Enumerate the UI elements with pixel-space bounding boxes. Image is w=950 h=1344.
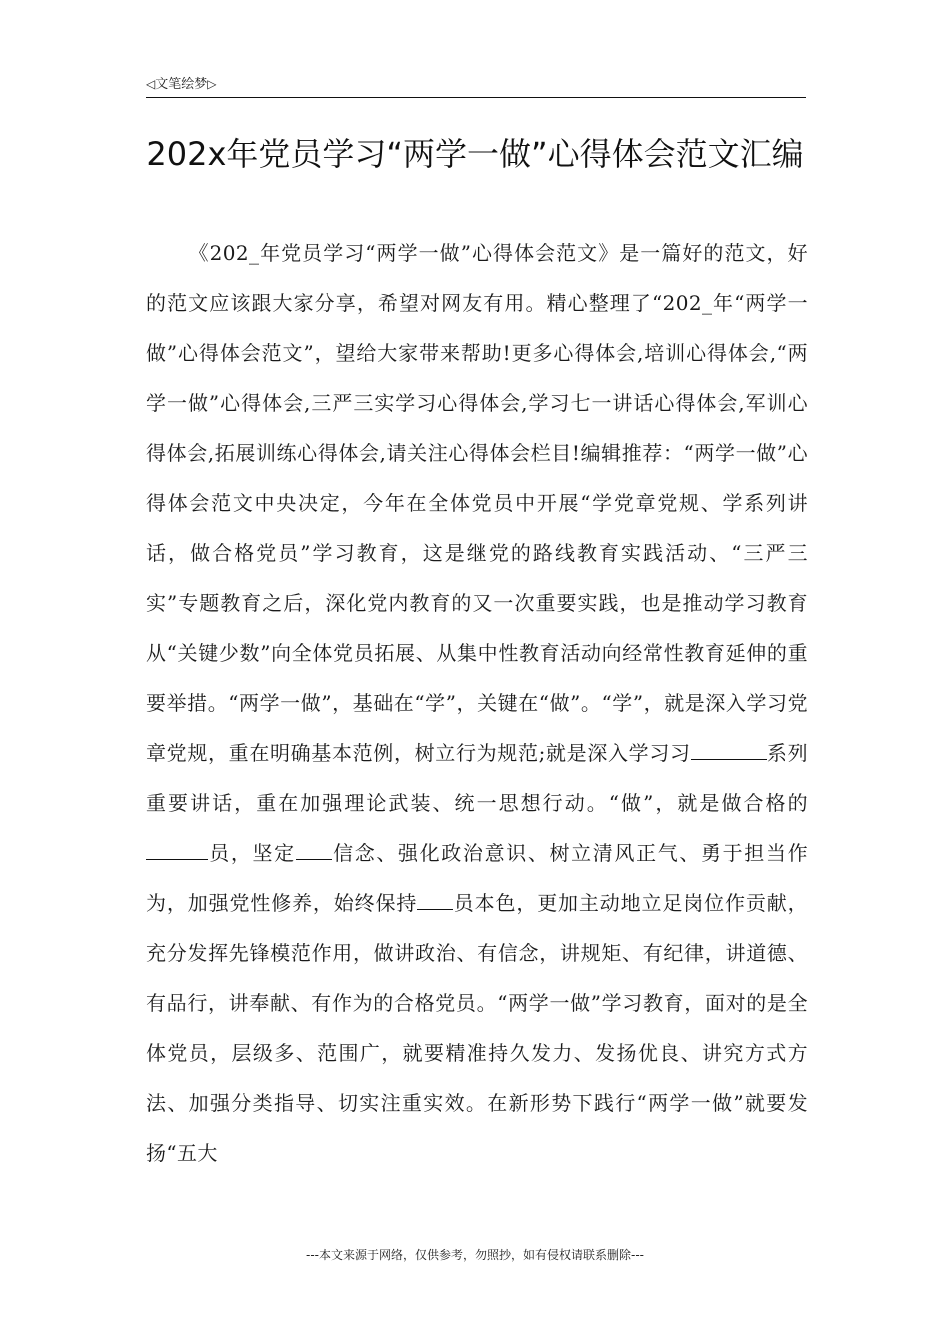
right-triangle-icon: ▷ xyxy=(207,77,217,91)
body-text-part-1: 《202_年党员学习“两学一做”心得体会范文》是一篇好的范文，好的范文应该跟大家分享，希望对网友有用。精心整理了“202_年“两学一做”心得体会范文”，望给大家带来帮助!更多心得体会,培训心得体会,“两学一做”心得体会,三严三实学习心得体会,学习七一讲话心得体会,军训心得体会,拓展训练心得体会,请关注心得体会栏目!编辑推荐：“两学一做”心得体会范文中央决定，今年在全体党员中开展“学党章党规、学系列讲话，做合格党员”学习教育，这是继党的路线教育实践活动、“三严三实”专题教育之后，深化党内教育的又一次重要实践，也是推动学习教育从“关键少数”向全体党员拓展、从集中性教育活动向经常性教育延伸的重要举措。“两学一做”，基础在“学”，关键在“做”。“学”，就是深入学习党章党规，重在明确基本范例，树立行为规范;就是深入学习习 xyxy=(146,241,808,765)
body-text-part-2: 系列重要讲话，重在加强理论武装、统一思想行动。“做”，就是做合格的 xyxy=(146,741,808,815)
fill-blank-1 xyxy=(691,741,767,760)
body-text-part-3: 员，坚定 xyxy=(208,841,296,865)
fill-blank-4 xyxy=(417,891,453,910)
fill-blank-2 xyxy=(146,841,208,860)
body-paragraph xyxy=(146,228,808,1178)
document-title: 202x年党员学习“两学一做”心得体会范文汇编 xyxy=(146,135,804,173)
page-footer: ---本文来源于网络，仅供参考，勿照抄，如有侵权请联系删除--- xyxy=(306,1248,644,1262)
body-text-part-4: 信念、强化政治意识、树立清风正气、勇于担当作为，加强党性修养，始终保持 xyxy=(146,841,808,915)
page-header xyxy=(146,74,806,98)
header-label: 文笔绘梦 xyxy=(155,77,208,92)
left-triangle-icon: ◁ xyxy=(146,77,156,91)
fill-blank-3 xyxy=(296,841,332,860)
body-text-part-5: 员本色，更加主动地立足岗位作贡献，充分发挥先锋模范作用，做讲政治、有信念，讲规矩、有纪律，讲道德、有品行，讲奉献、有作为的合格党员。“两学一做”学习教育，面对的是全体党员，层级多、范围广，就要精准持久发力、发扬优良、讲究方式方法、加强分类指导、切实注重实效。在新形势下践行“两学一做”就要发扬“五大 xyxy=(146,891,808,1165)
